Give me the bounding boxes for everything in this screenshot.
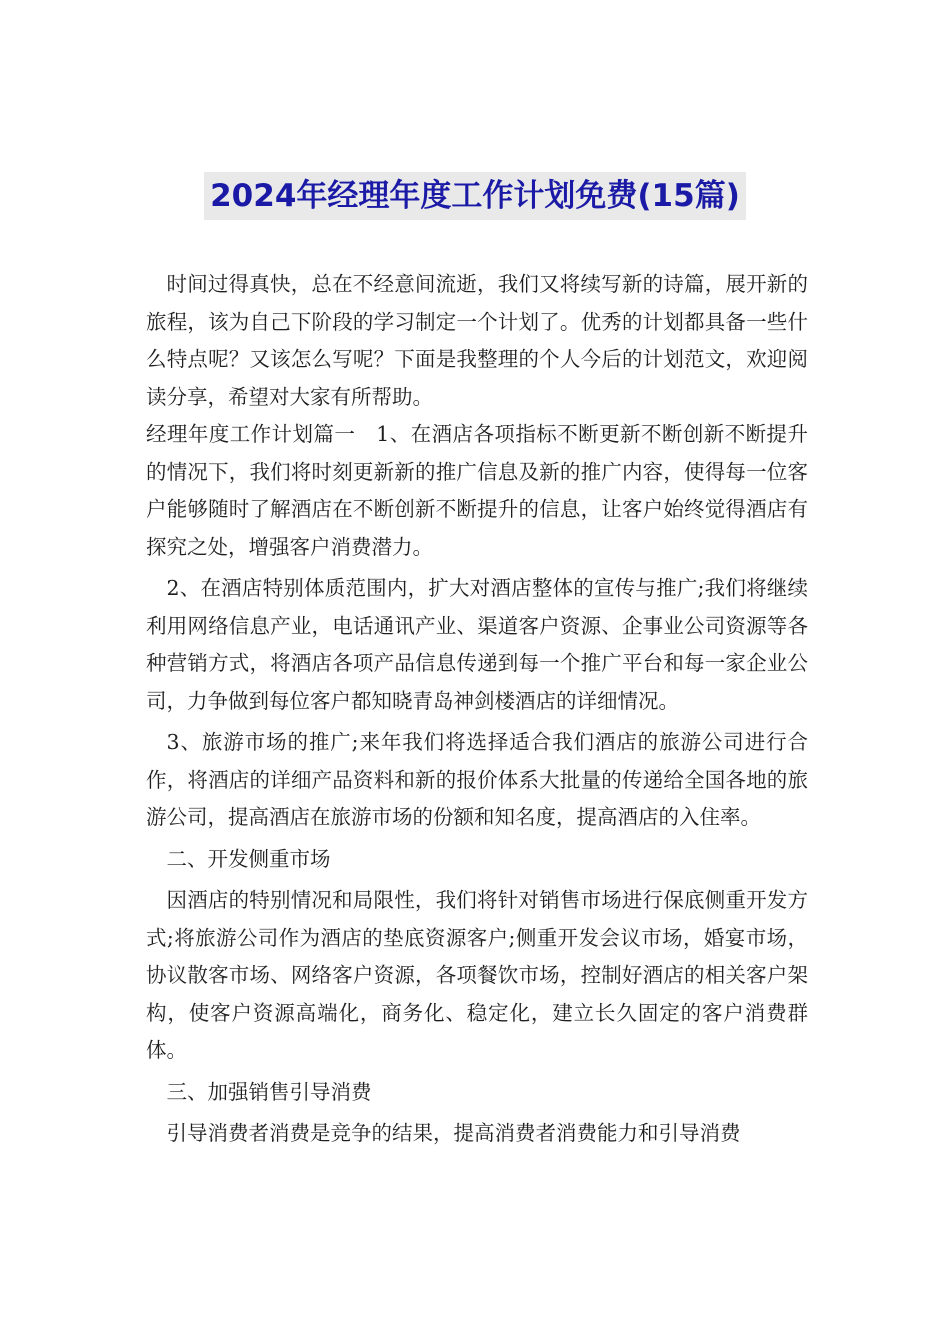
document-body [146,266,808,1153]
title-wrap [0,172,950,220]
item-2-paragraph: 2、在酒店特别体质范围内，扩大对酒店整体的宣传与推广;我们将继续利用网络信息产业，电话通讯产业、渠道客户资源、企事业公司资源等各种营销方式，将酒店各项产品信息传递到每一个推广平台和每一家企业公司，力争做到每位客户都知晓青岛神剑楼酒店的详细情况。 [146,576,808,713]
heading-guide-consumption: 三、加强销售引导消费 [166,1079,372,1104]
section-1-paragraph: 经理年度工作计划篇一 1、在酒店各项指标不断更新不断创新不断提升的情况下，我们将时刻更新新的推广信息及新的推广内容，使得每一位客户能够随时了解酒店在不断创新不断提升的信息，让客户始终觉得酒店有探究之处，增强客户消费潜力。 [146,422,808,559]
heading-develop-market: 二、开发侧重市场 [166,846,331,871]
intro-paragraph: 时间过得真快，总在不经意间流逝，我们又将续写新的诗篇，展开新的旅程，该为自己下阶段的学习制定一个计划了。优秀的计划都具备一些什么特点呢？又该怎么写呢？下面是我整理的个人今后的计划范文，欢迎阅读分享，希望对大家有所帮助。 [146,272,808,409]
guide-consumption-paragraph: 引导消费者消费是竞争的结果，提高消费者消费能力和引导消费 [166,1121,741,1145]
develop-market-paragraph: 因酒店的特别情况和局限性，我们将针对销售市场进行保底侧重开发方式;将旅游公司作为酒店的垫底资源客户;侧重开发会议市场，婚宴市场，协议散客市场、网络客户资源，各项餐饮市场，控制好酒店的相关客户架构，使客户资源高端化，商务化、稳定化，建立长久固定的客户消费群体。 [146,888,808,1062]
document-title: 2024年经理年度工作计划免费(15篇) [204,172,746,220]
item-3-paragraph: 3、旅游市场的推广;来年我们将选择适合我们酒店的旅游公司进行合作，将酒店的详细产品资料和新的报价体系大批量的传递给全国各地的旅游公司，提高酒店在旅游市场的份额和知名度，提高酒店的入住率。 [146,730,808,829]
